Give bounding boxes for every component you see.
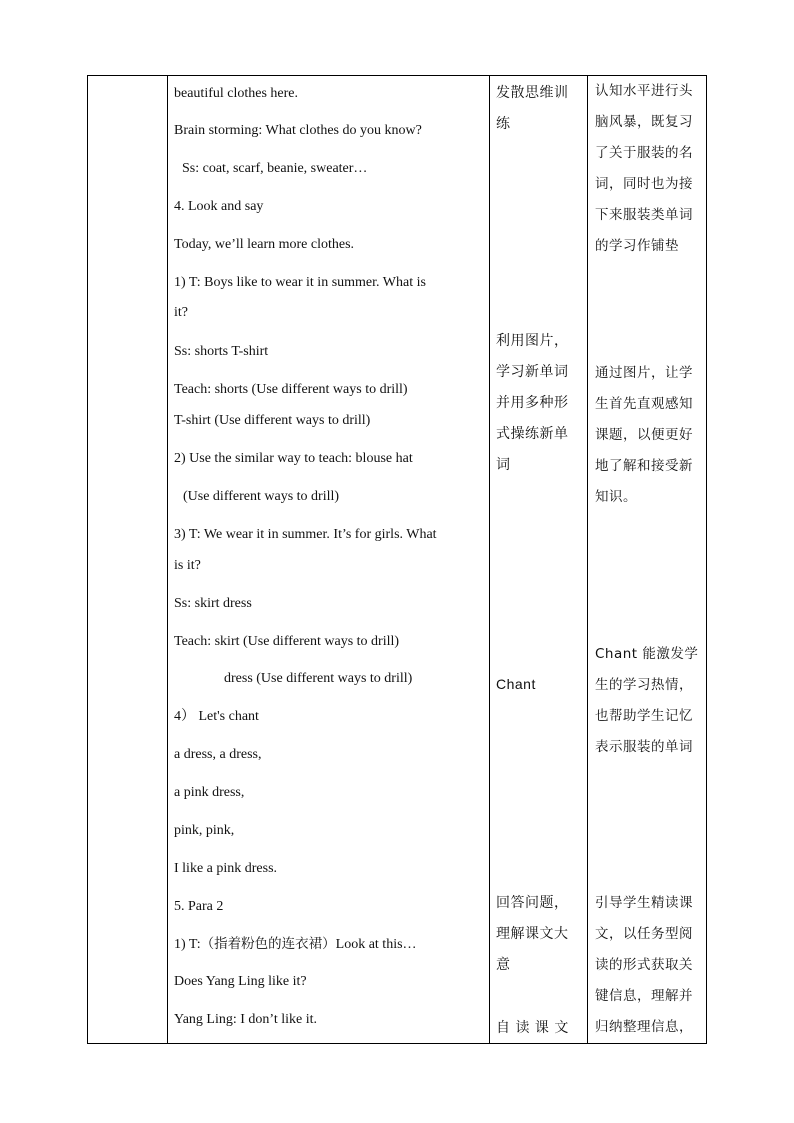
procedure-line: 1) T: Boys like to wear it in summer. What is — [174, 275, 426, 290]
procedure-line: Teach: shorts (Use different ways to drill) — [174, 382, 408, 397]
column-1-cell — [88, 76, 166, 1043]
procedure-line: T-shirt (Use different ways to drill) — [174, 413, 371, 428]
procedure-line: Ss: coat, scarf, beanie, sweater… — [182, 161, 368, 176]
purpose-text: 认知水平进行头脑风暴，既复习了关于服装的名词，同时也为接下来服装类单词的学习作铺垫 — [595, 83, 693, 254]
procedure-line: a pink dress, — [174, 785, 245, 800]
procedure-line: Ss: shorts T-shirt — [174, 344, 269, 359]
procedure-line: beautiful clothes here. — [174, 86, 299, 101]
purpose-cell — [595, 76, 703, 1043]
procedure-line: Yang Ling: I don’t like it. — [174, 1012, 317, 1027]
procedure-line: 4） Let's chant — [174, 709, 259, 724]
procedure-line: 2) Use the similar way to teach: blouse hat — [174, 451, 413, 466]
procedure-text: 1) T: — [174, 937, 201, 952]
procedure-line: Brain storming: What clothes do you know? — [174, 123, 422, 138]
purpose-text: 通过图片，让学生首先直观感知课题，以便更好地了解和接受新知识。 — [595, 365, 693, 505]
activity-text: Chant — [496, 676, 536, 692]
procedure-line: 3) T: We wear it in summer. It’s for girls. What — [174, 527, 437, 542]
procedure-line: dress (Use different ways to drill) — [224, 671, 413, 686]
activity-text: 回答问题，理解课文大意 — [496, 895, 569, 973]
activity-text: 利用图片，学习新单词并用多种形式操练新单词 — [496, 333, 569, 473]
procedure-text: Look at this… — [335, 937, 417, 952]
column-divider — [489, 76, 490, 1043]
procedure-line: Ss: skirt dress — [174, 596, 252, 611]
procedure-line: (Use different ways to drill) — [183, 489, 340, 504]
purpose-text: 引导学生精读课文，以任务型阅读的形式获取关键信息，理解并归纳整理信息， — [595, 895, 693, 1035]
procedure-line — [174, 935, 417, 954]
column-divider — [167, 76, 168, 1043]
purpose-text: Chant 能激发学生的学习热情，也帮助学生记忆表示服装的单词 — [595, 646, 699, 755]
activity-text: 发散思维训练 — [496, 85, 569, 132]
procedure-line: Today, we’ll learn more clothes. — [174, 237, 355, 252]
procedure-line: a dress, a dress, — [174, 747, 262, 762]
lesson-plan-table — [87, 75, 707, 1044]
procedure-line: is it? — [174, 558, 201, 573]
activity-text: 自 读 课 文 — [496, 1020, 569, 1036]
activity-cell — [496, 76, 582, 1043]
procedure-line: it? — [174, 305, 188, 320]
procedure-line: 5. Para 2 — [174, 899, 224, 914]
procedure-line: I like a pink dress. — [174, 861, 278, 876]
column-divider — [587, 76, 588, 1043]
procedure-line: Teach: skirt (Use different ways to drill) — [174, 634, 400, 649]
procedure-line: Does Yang Ling like it? — [174, 974, 307, 989]
procedure-line: 4. Look and say — [174, 199, 264, 214]
procedure-line: pink, pink, — [174, 823, 235, 838]
procedure-chinese-note: （指着粉色的连衣裙） — [200, 936, 336, 952]
